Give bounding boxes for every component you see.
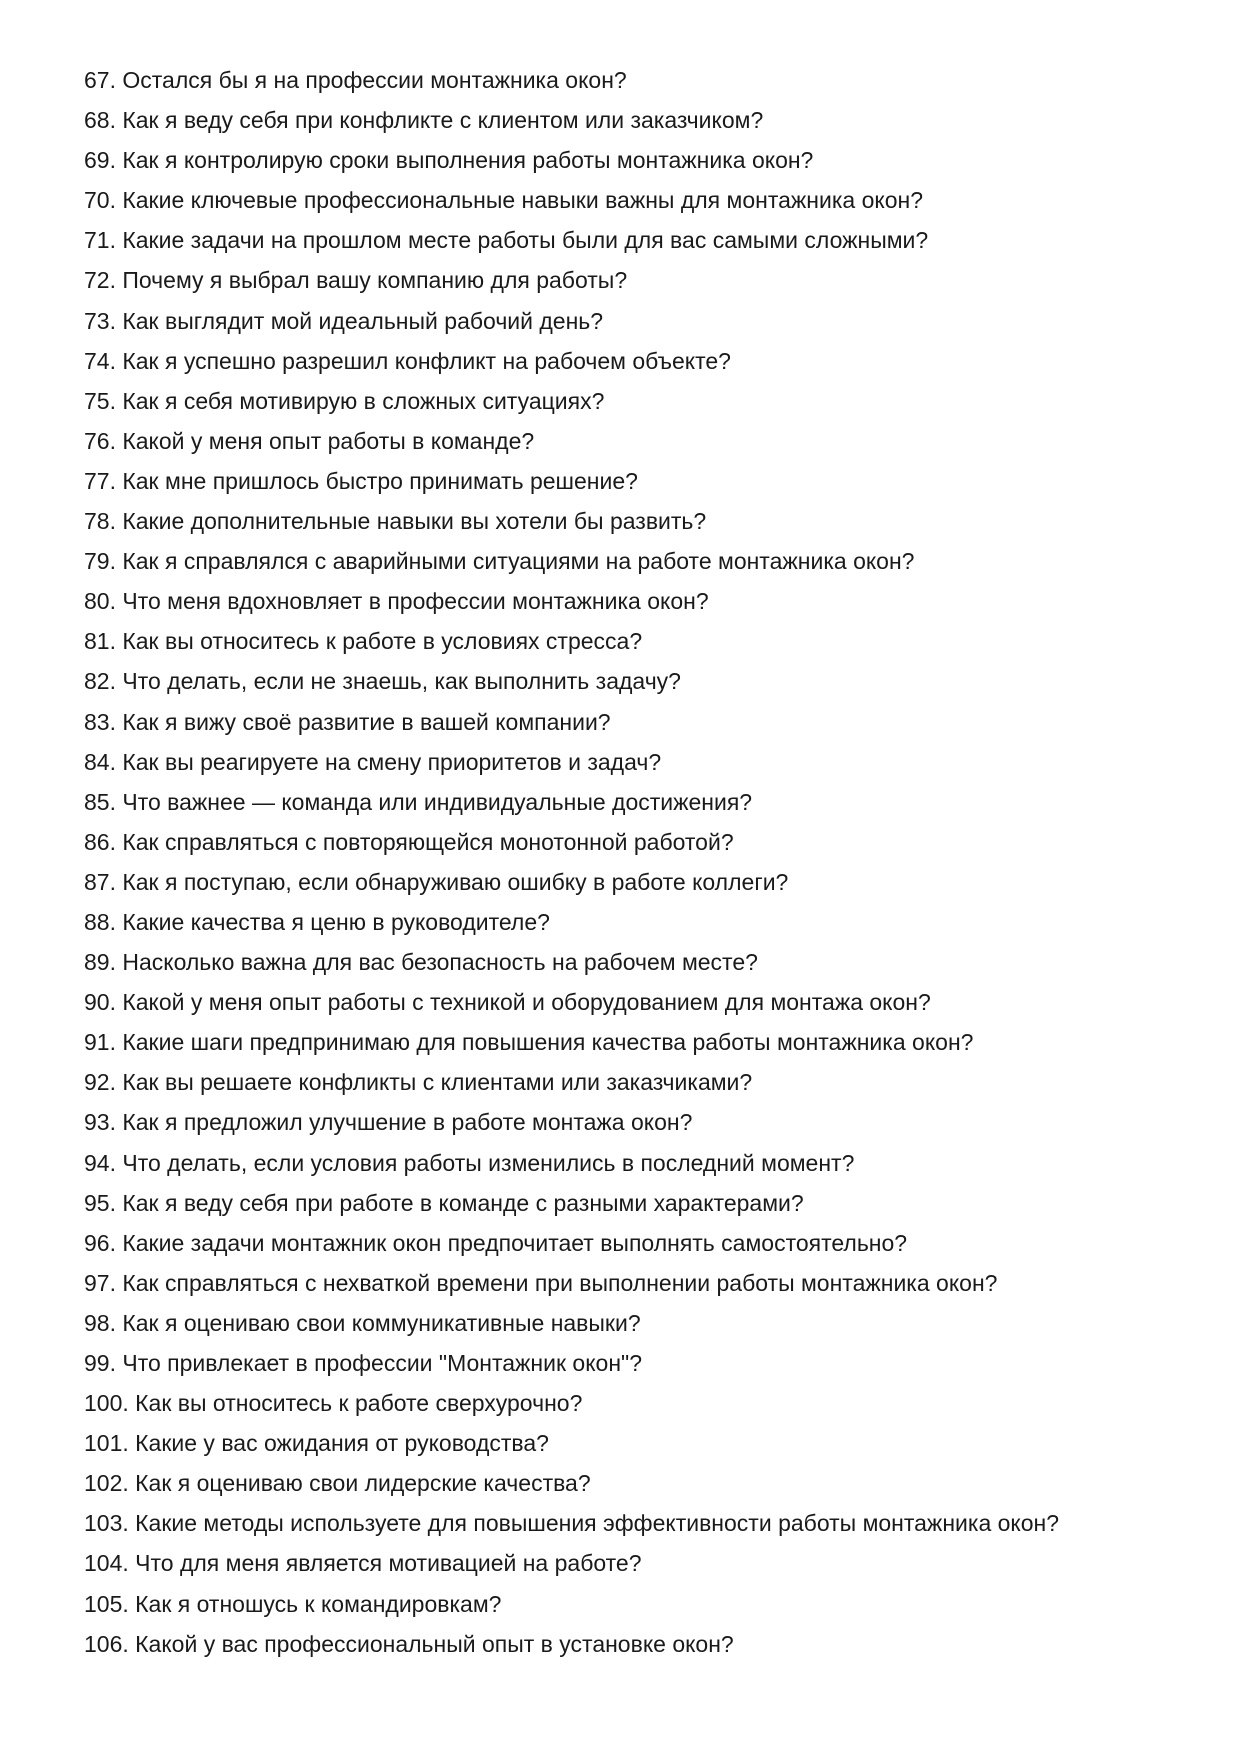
question-item: 81. Как вы относитесь к работе в условиях стресса?	[84, 628, 643, 655]
question-item: 104. Что для меня является мотивацией на работе?	[84, 1550, 642, 1577]
question-item: 88. Какие качества я ценю в руководителе?	[84, 908, 550, 935]
question-item: 84. Как вы реагируете на смену приоритетов и задач?	[84, 748, 662, 775]
question-item: 106. Какой у вас профессиональный опыт в установке окон?	[84, 1630, 734, 1657]
question-item: 103. Какие методы используете для повышения эффективности работы монтажника окон?	[84, 1510, 1060, 1537]
question-item: 97. Как справляться с нехваткой времени при выполнении работы монтажника окон?	[84, 1269, 998, 1296]
question-item: 71. Какие задачи на прошлом месте работы были для вас самыми сложными?	[84, 227, 929, 254]
question-item: 67. Остался бы я на профессии монтажника окон?	[84, 67, 627, 93]
question-item: 69. Как я контролирую сроки выполнения работы монтажника окон?	[84, 147, 814, 174]
question-item: 76. Какой у меня опыт работы в команде?	[84, 427, 535, 454]
question-item: 89. Насколько важна для вас безопасность на рабочем месте?	[84, 949, 758, 976]
question-item: 99. Что привлекает в профессии "Монтажник окон"?	[84, 1350, 642, 1376]
question-item: 90. Какой у меня опыт работы с техникой и оборудованием для монтажа окон?	[84, 989, 931, 1016]
question-item: 98. Как я оцениваю свои коммуникативные навыки?	[84, 1309, 641, 1336]
question-item: 73. Как выглядит мой идеальный рабочий день?	[84, 307, 604, 334]
question-item: 101. Какие у вас ожидания от руководства?	[84, 1430, 549, 1457]
question-item: 78. Какие дополнительные навыки вы хотели бы развить?	[84, 508, 707, 535]
question-item: 82. Что делать, если не знаешь, как выполнить задачу?	[84, 668, 681, 695]
question-item: 93. Как я предложил улучшение в работе монтажа окон?	[84, 1109, 693, 1136]
question-item: 80. Что меня вдохновляет в профессии монтажника окон?	[84, 588, 709, 615]
question-item: 91. Какие шаги предпринимаю для повышения качества работы монтажника окон?	[84, 1029, 974, 1056]
question-item: 100. Как вы относитесь к работе сверхурочно?	[84, 1390, 583, 1417]
question-item: 75. Как я себя мотивирую в сложных ситуациях?	[84, 387, 605, 414]
question-list	[84, 60, 1184, 1664]
question-item: 74. Как я успешно разрешил конфликт на рабочем объекте?	[84, 347, 731, 374]
question-item: 96. Какие задачи монтажник окон предпочитает выполнять самостоятельно?	[84, 1229, 908, 1256]
question-item: 70. Какие ключевые профессиональные навыки важны для монтажника окон?	[84, 187, 923, 214]
question-item: 105. Как я отношусь к командировкам?	[84, 1590, 502, 1617]
question-item: 77. Как мне пришлось быстро принимать решение?	[84, 467, 638, 494]
question-item: 83. Как я вижу своё развитие в вашей компании?	[84, 708, 611, 735]
question-item: 86. Как справляться с повторяющейся монотонной работой?	[84, 828, 734, 855]
question-item: 102. Как я оцениваю свои лидерские качества?	[84, 1470, 591, 1497]
question-item: 68. Как я веду себя при конфликте с клиентом или заказчиком?	[84, 107, 764, 134]
question-item: 85. Что важнее — команда или индивидуальные достижения?	[84, 788, 753, 815]
question-item: 94. Что делать, если условия работы изменились в последний момент?	[84, 1149, 855, 1176]
question-item: 92. Как вы решаете конфликты с клиентами или заказчиками?	[84, 1069, 753, 1096]
question-item: 72. Почему я выбрал вашу компанию для работы?	[84, 267, 628, 294]
question-item: 87. Как я поступаю, если обнаруживаю ошибку в работе коллеги?	[84, 868, 789, 895]
question-item: 79. Как я справлялся с аварийными ситуациями на работе монтажника окон?	[84, 548, 915, 575]
question-item: 95. Как я веду себя при работе в команде с разными характерами?	[84, 1189, 804, 1216]
